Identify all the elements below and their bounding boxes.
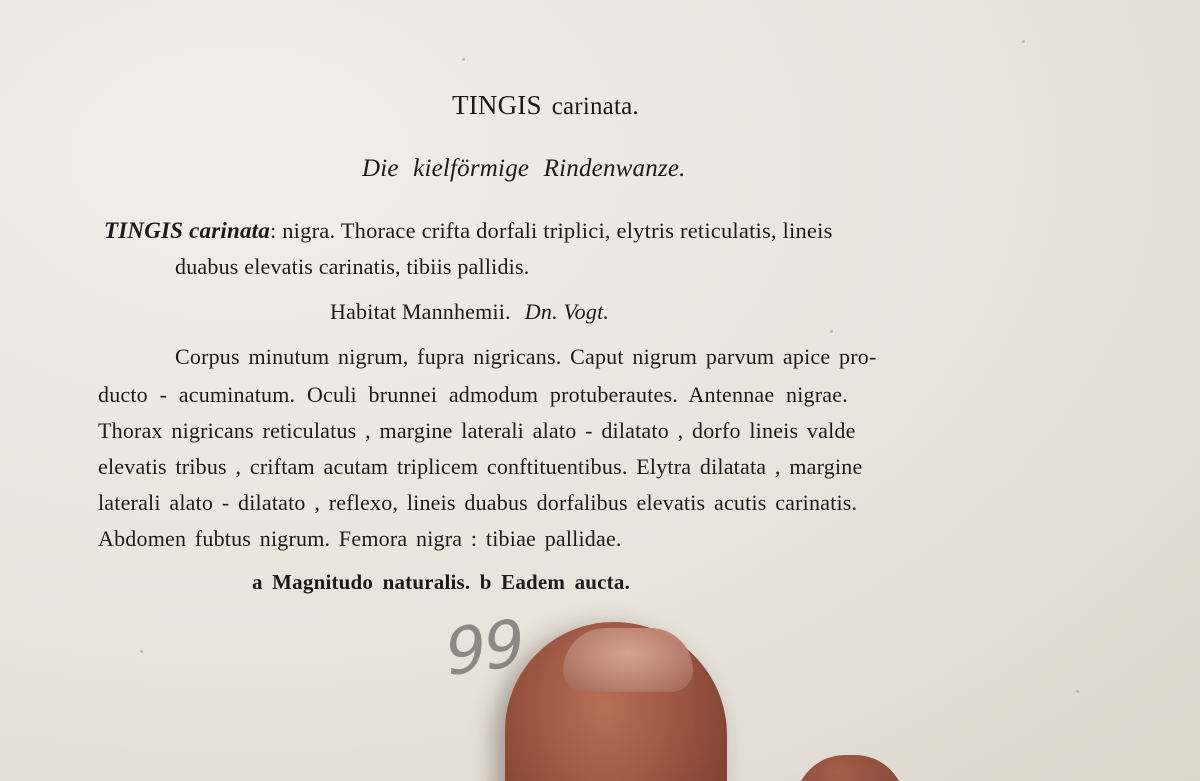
title-genus: TINGIS <box>452 90 542 120</box>
paper-speck <box>830 330 833 333</box>
description-line: ducto - acuminatum. Oculi brunnei admodum protuberautes. Antennae nigrae. <box>98 382 848 407</box>
diagnosis-line-2: duabus elevatis carinatis, tibiis pallidis. <box>175 254 530 279</box>
title-species: carinata. <box>551 93 639 120</box>
diagnosis-species-name: TINGIS carinata <box>104 218 270 243</box>
figure-caption: a Magnitudo naturalis. b Eadem aucta. <box>252 570 631 594</box>
fingernail <box>563 628 693 692</box>
description-line: laterali alato - dilatato , reflexo, lineis duabus dorfalibus elevatis acutis carinatis. <box>98 490 858 515</box>
finger-photo <box>505 622 727 781</box>
diagnosis-line-1 <box>104 218 833 244</box>
paper-speck <box>140 650 143 653</box>
second-finger-photo <box>795 755 905 781</box>
habitat-author: Dn. Vogt. <box>524 299 610 324</box>
page-subtitle: Die kielförmige Rindenwanze. <box>362 155 686 182</box>
diagnosis-text: : nigra. Thorace crifta dorfali triplici, elytris reticulatis, lineis <box>269 218 833 243</box>
habitat-text: Habitat Mannhemii. <box>330 299 511 324</box>
description-line: Abdomen fubtus nigrum. Femora nigra : tibiae pallidae. <box>98 526 622 551</box>
description-line: Corpus minutum nigrum, fupra nigricans. Caput nigrum parvum apice pro- <box>175 344 877 369</box>
description-line: elevatis tribus , criftam acutam triplicem conftituentibus. Elytra dilatata , margine <box>98 454 863 479</box>
paper-speck <box>1076 690 1079 693</box>
description-line: Thorax nigricans reticulatus , margine laterali alato - dilatato , dorfo lineis valde <box>98 418 856 443</box>
paper-speck <box>462 58 465 61</box>
page-title <box>452 90 639 121</box>
paper-speck <box>1022 40 1025 43</box>
habitat-line <box>330 299 609 325</box>
pencil-page-number: 99 <box>442 605 525 693</box>
